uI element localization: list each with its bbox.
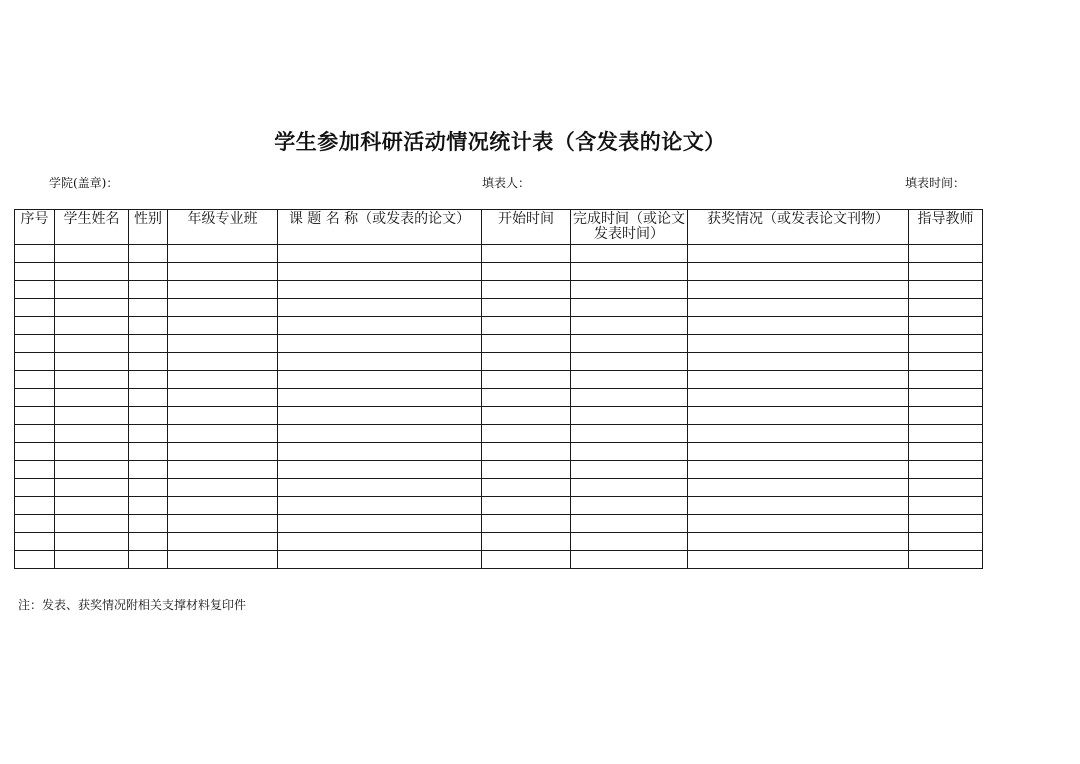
table-cell[interactable] [571,317,688,335]
table-cell[interactable] [571,353,688,371]
table-cell[interactable] [278,425,482,443]
table-cell[interactable] [168,389,278,407]
table-cell[interactable] [909,353,983,371]
table-cell[interactable] [482,443,571,461]
table-cell[interactable] [168,245,278,263]
table-cell[interactable] [688,299,909,317]
table-cell[interactable] [482,407,571,425]
table-cell[interactable] [482,335,571,353]
table-cell[interactable] [168,371,278,389]
table-cell[interactable] [278,479,482,497]
table-row [15,497,983,515]
table-cell[interactable] [129,425,168,443]
table-cell[interactable] [909,281,983,299]
college-seal-label: 学院(盖章)： [49,176,119,190]
table-cell[interactable] [278,335,482,353]
table-cell[interactable] [278,443,482,461]
table-cell[interactable] [129,551,168,569]
table-cell[interactable] [482,371,571,389]
table-cell[interactable] [55,245,129,263]
table-cell[interactable] [55,389,129,407]
table-cell[interactable] [688,533,909,551]
table-cell[interactable] [909,425,983,443]
table-cell[interactable] [55,371,129,389]
header-student-name: 学生姓名 [55,210,129,245]
table-cell[interactable] [909,299,983,317]
table-cell[interactable] [168,443,278,461]
header-completion-time: 完成时间（或论文发表时间） [571,210,688,245]
table-cell[interactable] [55,461,129,479]
table-cell[interactable] [55,407,129,425]
table-cell[interactable] [278,407,482,425]
table-cell[interactable] [571,299,688,317]
table-cell[interactable] [168,479,278,497]
table-cell[interactable] [482,263,571,281]
table-cell[interactable] [909,371,983,389]
table-row [15,263,983,281]
table-cell[interactable] [688,263,909,281]
table-cell[interactable] [129,389,168,407]
table-cell[interactable] [129,317,168,335]
table-cell[interactable] [688,371,909,389]
table-cell[interactable] [571,515,688,533]
table-cell[interactable] [909,263,983,281]
table-cell[interactable] [688,335,909,353]
table-cell[interactable] [55,515,129,533]
table-cell[interactable] [482,533,571,551]
table-cell[interactable] [571,245,688,263]
table-row [15,335,983,353]
fill-date-label: 填表时间： [905,176,966,190]
table-cell[interactable] [15,497,55,515]
table-cell[interactable] [168,263,278,281]
table-cell[interactable] [909,389,983,407]
table-cell[interactable] [688,317,909,335]
table-row [15,533,983,551]
table-cell[interactable] [15,551,55,569]
table-cell[interactable] [909,497,983,515]
table-cell[interactable] [55,551,129,569]
table-cell[interactable] [482,461,571,479]
table-cell[interactable] [278,371,482,389]
table-row [15,443,983,461]
table-cell[interactable] [129,281,168,299]
table-cell[interactable] [55,353,129,371]
table-cell[interactable] [168,353,278,371]
table-cell[interactable] [909,515,983,533]
table-header-row [15,210,983,245]
table-cell[interactable] [909,407,983,425]
table-cell[interactable] [168,317,278,335]
table-cell[interactable] [571,335,688,353]
table-row [15,425,983,443]
table-cell[interactable] [571,551,688,569]
table-cell[interactable] [55,335,129,353]
table-cell[interactable] [129,299,168,317]
table-row [15,281,983,299]
table-cell[interactable] [15,263,55,281]
table-cell[interactable] [482,281,571,299]
table-cell[interactable] [482,515,571,533]
table-cell[interactable] [909,443,983,461]
table-cell[interactable] [482,299,571,317]
table-cell[interactable] [168,281,278,299]
table-cell[interactable] [571,281,688,299]
table-cell[interactable] [168,425,278,443]
table-cell[interactable] [55,263,129,281]
table-cell[interactable] [168,407,278,425]
table-cell[interactable] [129,335,168,353]
table-cell[interactable] [129,497,168,515]
table-cell[interactable] [278,281,482,299]
table-cell[interactable] [688,479,909,497]
header-awards: 获奖情况（或发表论文刊物） [688,210,909,245]
table-cell[interactable] [15,335,55,353]
table-cell[interactable] [168,515,278,533]
table-cell[interactable] [909,317,983,335]
table-cell[interactable] [688,353,909,371]
table-cell[interactable] [15,461,55,479]
table-cell[interactable] [278,533,482,551]
table-cell[interactable] [278,497,482,515]
table-cell[interactable] [482,551,571,569]
table-cell[interactable] [688,245,909,263]
table-cell[interactable] [688,389,909,407]
table-row [15,551,983,569]
filler-label: 填表人： [482,176,531,190]
table-row [15,479,983,497]
table-cell[interactable] [278,515,482,533]
table-cell[interactable] [55,425,129,443]
table-cell[interactable] [55,443,129,461]
table-cell[interactable] [688,407,909,425]
header-grade-major-class: 年级专业班 [168,210,278,245]
table-cell[interactable] [571,479,688,497]
table-cell[interactable] [278,389,482,407]
table-cell[interactable] [482,317,571,335]
header-gender: 性别 [129,210,168,245]
table-cell[interactable] [168,335,278,353]
table-cell[interactable] [15,515,55,533]
table-cell[interactable] [15,389,55,407]
table-row [15,407,983,425]
table-row [15,317,983,335]
table-cell[interactable] [129,407,168,425]
table-cell[interactable] [571,389,688,407]
table-cell[interactable] [278,353,482,371]
table-cell[interactable] [168,461,278,479]
table-cell[interactable] [688,281,909,299]
table-body [15,245,983,569]
table-cell[interactable] [129,263,168,281]
table-cell[interactable] [482,479,571,497]
table-cell[interactable] [15,407,55,425]
table-cell[interactable] [15,281,55,299]
table-cell[interactable] [688,515,909,533]
table-row [15,389,983,407]
table-cell[interactable] [15,425,55,443]
table-cell[interactable] [55,317,129,335]
table-cell[interactable] [909,335,983,353]
table-row [15,371,983,389]
table-cell[interactable] [278,317,482,335]
table-row [15,353,983,371]
table-cell[interactable] [909,533,983,551]
table-cell[interactable] [129,245,168,263]
table-cell[interactable] [571,443,688,461]
table-cell[interactable] [15,371,55,389]
table-cell[interactable] [55,479,129,497]
table-cell[interactable] [129,533,168,551]
table-cell[interactable] [278,551,482,569]
table-cell[interactable] [15,353,55,371]
table-cell[interactable] [482,425,571,443]
statistics-table [14,209,983,569]
table-cell[interactable] [129,479,168,497]
table-cell[interactable] [482,497,571,515]
table-cell[interactable] [55,533,129,551]
table-cell[interactable] [15,533,55,551]
table-cell[interactable] [278,299,482,317]
table-cell[interactable] [278,245,482,263]
table-cell[interactable] [55,281,129,299]
table-row [15,299,983,317]
table-row [15,245,983,263]
table-cell[interactable] [278,461,482,479]
table-cell[interactable] [15,317,55,335]
table-cell[interactable] [15,443,55,461]
table-cell[interactable] [168,299,278,317]
table-cell[interactable] [129,371,168,389]
table-cell[interactable] [571,371,688,389]
table-row [15,461,983,479]
table-cell[interactable] [688,425,909,443]
table-cell[interactable] [688,443,909,461]
table-cell[interactable] [168,497,278,515]
table-cell[interactable] [571,497,688,515]
table-cell[interactable] [571,407,688,425]
table-cell[interactable] [129,353,168,371]
table-cell[interactable] [482,353,571,371]
table-cell[interactable] [15,479,55,497]
table-cell[interactable] [688,461,909,479]
table-cell[interactable] [482,245,571,263]
table-row [15,515,983,533]
header-start-time: 开始时间 [482,210,571,245]
table-cell[interactable] [55,299,129,317]
page-title: 学生参加科研活动情况统计表（含发表的论文） [274,130,726,154]
table-cell[interactable] [571,425,688,443]
table-cell[interactable] [909,479,983,497]
footnote: 注：发表、获奖情况附相关支撑材料复印件 [18,598,247,612]
table-cell[interactable] [55,497,129,515]
table-cell[interactable] [129,515,168,533]
table-cell[interactable] [482,389,571,407]
table-cell[interactable] [129,443,168,461]
table-cell[interactable] [168,551,278,569]
table-cell[interactable] [688,551,909,569]
table-cell[interactable] [688,497,909,515]
table-cell[interactable] [278,263,482,281]
table-cell[interactable] [168,533,278,551]
table-cell[interactable] [571,263,688,281]
table-cell[interactable] [909,245,983,263]
table-cell[interactable] [571,533,688,551]
table-cell[interactable] [15,245,55,263]
table-cell[interactable] [909,551,983,569]
header-index: 序号 [15,210,55,245]
table-cell[interactable] [909,461,983,479]
header-advisor: 指导教师 [909,210,983,245]
header-project-title: 课 题 名 称（或发表的论文） [278,210,482,245]
table-cell[interactable] [571,461,688,479]
table-cell[interactable] [15,299,55,317]
table-cell[interactable] [129,461,168,479]
